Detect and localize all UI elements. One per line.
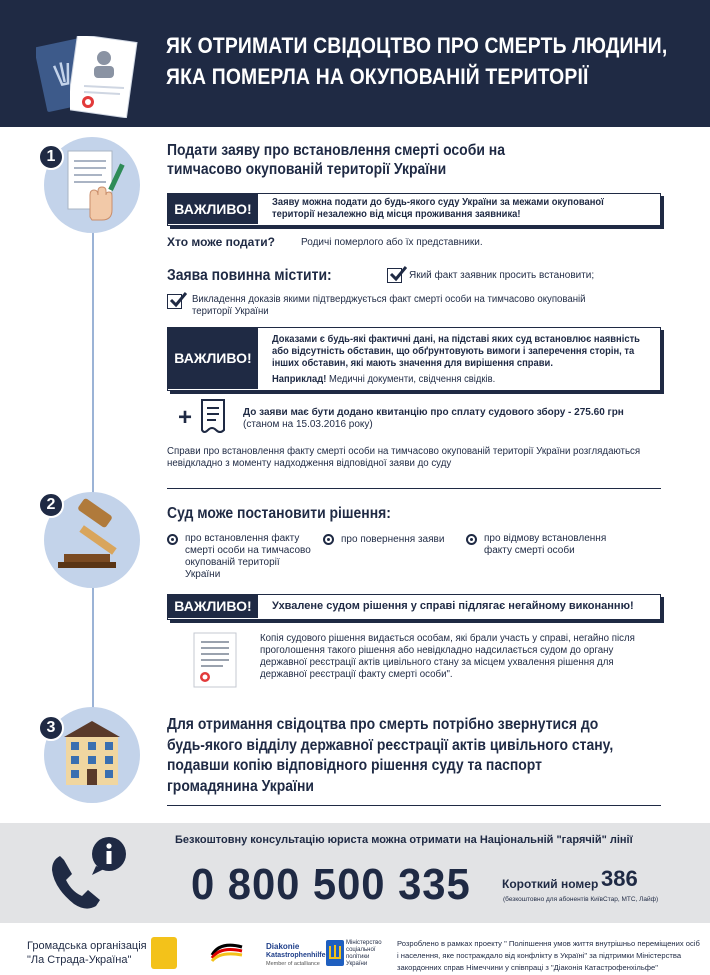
step3-number: 3: [38, 715, 64, 741]
step2-number: 2: [38, 492, 64, 518]
option-refusal: про відмову встановлення факту смерті особи: [484, 533, 607, 556]
plus-icon: +: [178, 404, 193, 431]
important-text: Ухвалене судом рішення у справі підлягає негайному виконанню!: [272, 600, 634, 612]
check1-text: Який факт заявник просить встановити;: [409, 270, 595, 281]
option-return: про повернення заяви: [341, 534, 445, 545]
receipt-icon: [196, 398, 230, 441]
who-label: Хто може подати?: [167, 235, 275, 249]
option-establish: про встановлення факту смерті особи на тимчасово окупованій території України: [185, 533, 311, 580]
radio-icon: [323, 534, 334, 545]
check2-text: Викладення доказів якими підтверджується факт смерті особи на тимчасово окупованій території України: [192, 294, 586, 317]
trident-icon: [326, 940, 344, 971]
project-note: Розроблено в рамках проекту " Поліпшення умов життя внутрішньо переміщених осіб і населення, яке постраждало від конфлікту в Україні" за підтримки Міністерства закордонних справ Німеччини у співпраці з "Діаконія Катастрофенхільфе": [397, 939, 700, 972]
copy-decision-text: Копія судового рішення видається особам, які брали участь у справі, негайно після проголошення такого рішення або невідкладно надсилається судом до органу державної реєстрації актів цивільного стану за місцем ухвалення рішення для державної реєстрації факту смерті особи".: [260, 633, 635, 680]
check-icon: [389, 265, 407, 283]
important-label: ВАЖЛИВО!: [168, 194, 258, 224]
hotline-phone[interactable]: 0 800 500 335: [191, 860, 471, 909]
short-number-label: Короткий номер: [502, 877, 599, 891]
timeline-line: [92, 190, 94, 750]
radio-icon: [167, 534, 178, 545]
divider: [167, 488, 661, 489]
la-strada-logo: [151, 937, 177, 969]
example-label: Наприклад!: [272, 374, 327, 385]
step2-title: Суд може постановити рішення:: [167, 505, 391, 522]
short-number-note: (безкоштовно для абонентів КиївСтар, МТС, Лайф): [503, 896, 659, 903]
important2-label: ВАЖЛИВО!: [168, 328, 258, 389]
divider: [167, 805, 661, 806]
important-text: Заяву можна подати до будь-якого суду України за межами окупованої території незалежно від місця проживання заявника!: [272, 197, 604, 220]
diakonie-logo: Diakonie Katastrophenhilfe Member of actalliance: [266, 942, 326, 967]
hotline-intro: Безкоштовну консультацію юриста можна отримати на Національній "гарячій" лінії: [175, 834, 633, 846]
step1-title: Подати заяву про встановлення смерті особи на тимчасово окупованій території України: [167, 142, 505, 178]
page-title: ЯК ОТРИМАТИ СВІДОЦТВО ПРО СМЕРТЬ ЛЮДИНИ, ЯКА ПОМЕРЛА НА ОКУПОВАНІЙ ТЕРИТОРІЇ: [166, 33, 668, 89]
who-value: Родичі померлого або їх представники.: [301, 237, 483, 248]
radio-icon: [466, 534, 477, 545]
german-flag-logo: [210, 941, 246, 968]
example-text: Медичні документи, свідчення свідків.: [328, 374, 496, 385]
fee-text: До заяви має бути додано квитанцію про сплату судового збору - 275.60 грн (станом на 15.03.2016 року): [243, 407, 624, 430]
document-stamp-icon: [70, 36, 142, 123]
checkbox-fact: [387, 268, 402, 283]
check-icon: [169, 291, 187, 309]
step2-important-box: [167, 594, 661, 620]
step1-note: Справи про встановлення факту смерті особи на тимчасово окупованій території України розглядаються невідкладно з моменту надходження відповідної заяви до суду: [167, 446, 641, 469]
phone-icon: [46, 852, 106, 917]
short-number[interactable]: 386: [601, 866, 638, 891]
important2-text: Доказами є будь-які фактичні дані, на підставі яких суд встановлює наявність або відсутність обставин, що обґрунтовують вимоги і заперечення сторін, та інших обставин, які мають значення для вирішення справи. Наприклад! Медичні документи, свідчення свідків.: [272, 334, 640, 385]
checkbox-evidence: [167, 294, 182, 309]
step1-number: 1: [38, 144, 64, 170]
step1-important2-box: [167, 327, 661, 391]
step3-text: Для отримання свідоцтва про смерть потрібно звернутися до будь-якого відділу державної реєстрації актів цивільного стану, подавши копію відповідного рішення суду та паспорт громадянина України: [167, 716, 614, 795]
important-label: ВАЖЛИВО!: [168, 595, 258, 618]
step1-important-box: [167, 193, 661, 226]
must-contain-title: Заява повинна містити:: [167, 267, 332, 284]
court-decision-icon: [193, 632, 237, 693]
ministry-name: Міністерство соціальної політики України: [346, 940, 382, 967]
org-name: Громадська організація "Ла Страда-Україна": [27, 940, 147, 966]
